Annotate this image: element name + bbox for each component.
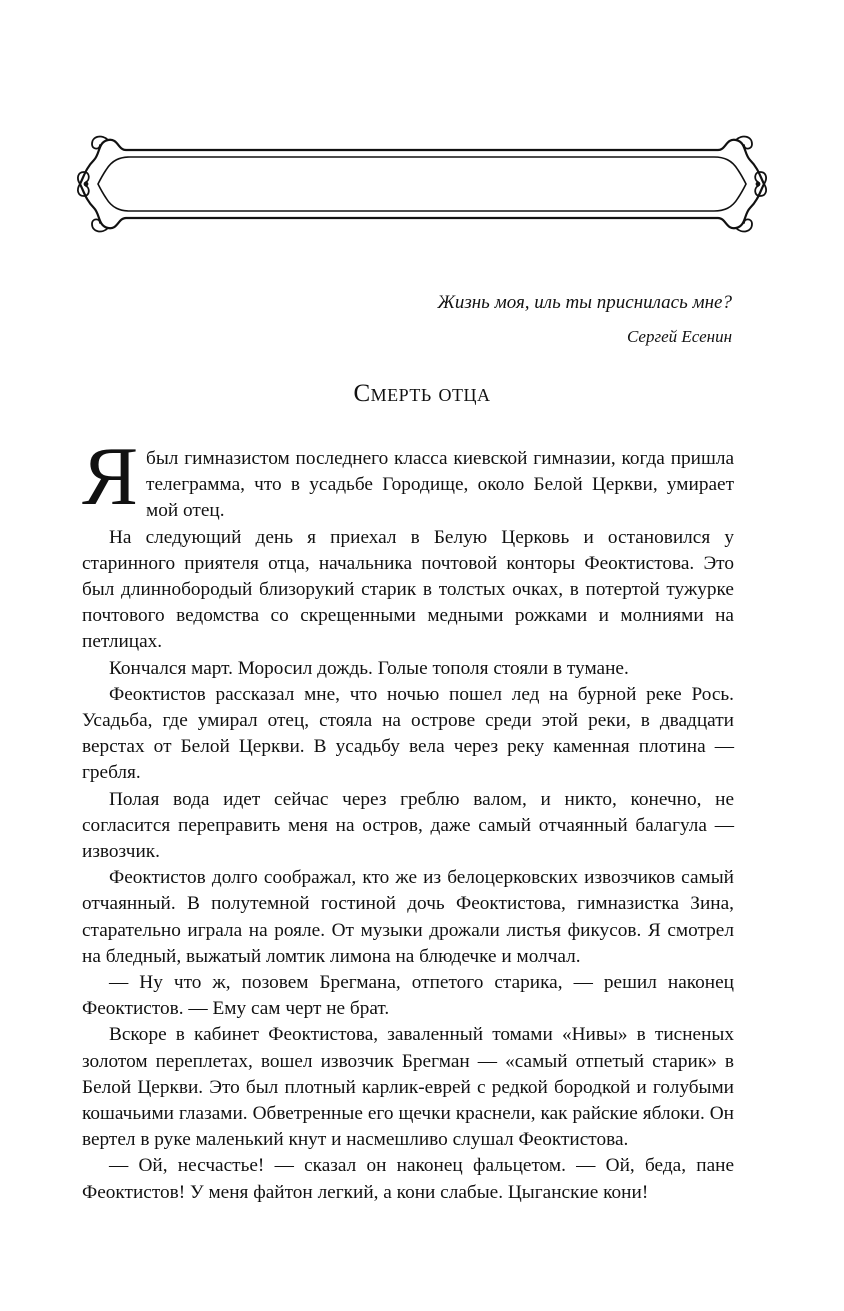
chapter-body	[82, 430, 734, 1206]
paragraph: Вскоре в кабинет Феоктистова, заваленный томами «Нивы» в тисненых золотом переплетах, вошел извозчик Брегман — «самый отпетый старик» в Белой Церкви. Это был плотный карлик-еврей с редкой бородкой и голубыми кошачьими глазами. Обветренные его щечки краснели, как райские яблоки. Он вертел в руке маленький кнут и насмешливо слушал Феоктистова.	[82, 1024, 734, 1151]
chapter-title	[0, 380, 844, 408]
chapter-title-text: Смерть отца	[353, 380, 491, 407]
ornament-frame-icon	[74, 130, 770, 238]
epigraph	[437, 286, 732, 354]
paragraph: Полая вода идет сейчас через греблю валом, и никто, конечно, не согласится переправить меня на остров, даже самый отчаянный балагула — извозчик.	[82, 788, 734, 863]
drop-cap: Я	[82, 430, 139, 523]
paragraph: На следующий день я приехал в Белую Церковь и остановился у старинного приятеля отца, начальника почтовой конторы Феоктистова. Это был длиннобородый близорукий старик в толстых очках, в потертой тужурке почтового ведомства со скрещенными медными рожками и молниями на петлицах.	[82, 526, 734, 653]
epigraph-author: Сергей Есенин	[626, 327, 732, 346]
epigraph-quote: Жизнь моя, иль ты приснилась мне?	[437, 292, 732, 313]
paragraph: Кончался март. Моросил дождь. Голые тополя стояли в тумане.	[109, 657, 629, 679]
paragraph: Феоктистов долго соображал, кто же из белоцерковских извозчиков самый отчаянный. В полутемной гостиной дочь Феоктистова, гимназистка Зина, старательно играла на рояле. От музыки дрожали листья фикусов. Я смотрел на бледный, выжатый ломтик лимона на блюдечке и молчал.	[82, 867, 734, 967]
paragraph	[82, 430, 734, 525]
paragraph-text: был гимназистом последнего класса киевской гимназии, когда пришла телеграмма, что в усадьбе Городище, около Белой Церкви, умирает мой отец.	[146, 448, 734, 522]
paragraph: Феоктистов рассказал мне, что ночью пошел лед на бурной реке Рось. Усадьба, где умирал отец, стояла на острове среди этой реки, в двадцати верстах от Белой Церкви. В усадьбу вела через реку каменная плотина — гребля.	[82, 683, 734, 784]
paragraph: — Ой, несчастье! — сказал он наконец фальцетом. — Ой, беда, пане Феоктистов! У меня файтон легкий, а кони слабые. Цыганские кони!	[82, 1155, 734, 1203]
ornamental-title-frame	[74, 130, 770, 238]
paragraph: — Ну что ж, позовем Брегмана, отпетого старика, — решил наконец Феоктистов. — Ему сам черт не брат.	[82, 972, 734, 1020]
